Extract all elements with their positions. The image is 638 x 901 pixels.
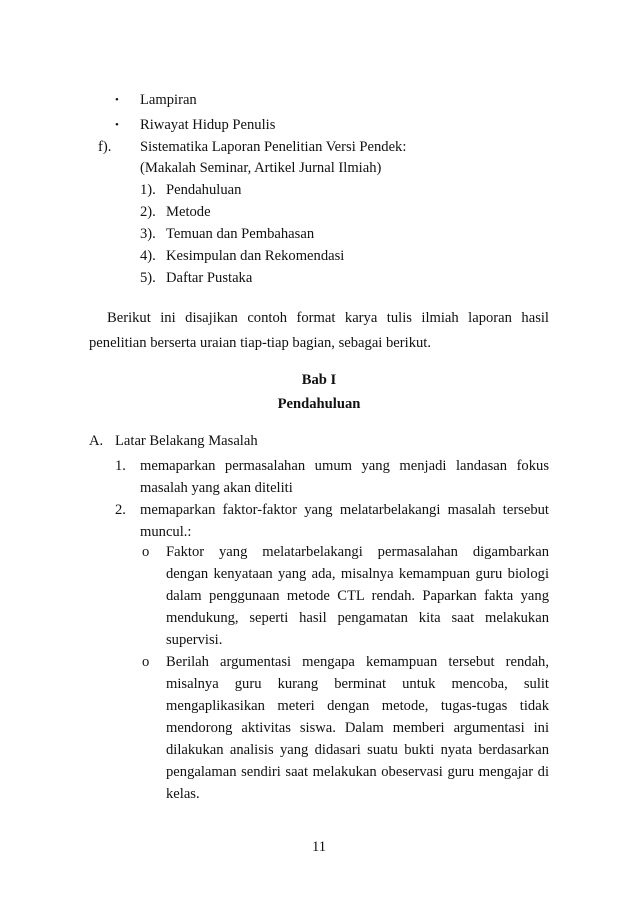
sub-bullet-marker: o	[142, 654, 150, 670]
sub-bullet-line: supervisi.	[166, 632, 223, 648]
sub-marker: 1).	[140, 182, 156, 198]
sub-marker: 2).	[140, 204, 156, 220]
chapter-number: Bab I	[301, 372, 337, 388]
list-item-riwayat-hidup: Riwayat Hidup Penulis	[140, 117, 276, 133]
sub-bullet-marker: o	[142, 544, 150, 560]
chapter-title: Pendahuluan	[277, 396, 361, 412]
sub-bullet-line: kelas.	[166, 786, 200, 802]
intro-paragraph-line: penelitian berserta uraian tiap-tiap bagian, sebagai berikut.	[89, 335, 431, 351]
sub-marker: 3).	[140, 226, 156, 242]
sub-bullet-line: Berilah argumentasi mengapa kemampuan tersebut rendah,	[166, 654, 549, 670]
sub-bullet-line: misalnya guru kurang berminat untuk mencoba, sulit	[166, 676, 549, 692]
section-title: Latar Belakang Masalah	[115, 433, 258, 449]
sub-item-pendahuluan: Pendahuluan	[166, 182, 242, 198]
page-number: 11	[311, 839, 327, 855]
intro-paragraph-line: Berikut ini disajikan contoh format karya tulis ilmiah laporan hasil	[107, 310, 549, 326]
sub-item-daftar-pustaka: Daftar Pustaka	[166, 270, 253, 286]
sub-marker: 4).	[140, 248, 156, 264]
sub-item-kesimpulan: Kesimpulan dan Rekomendasi	[166, 248, 345, 264]
bullet-marker: •	[115, 119, 119, 131]
list-item-subtitle: (Makalah Seminar, Artikel Jurnal Ilmiah)	[140, 160, 382, 176]
sub-bullet-line: pengalaman sendiri saat melakukan obeservasi guru mengajar di	[166, 764, 549, 780]
list-item-sistematika: Sistematika Laporan Penelitian Versi Pendek:	[140, 139, 407, 155]
item-line: memaparkan faktor-faktor yang melatarbelakangi masalah tersebut	[140, 502, 549, 518]
sub-bullet-line: dilakukan analisis yang didasari suatu bukti nyata berdasarkan	[166, 742, 549, 758]
sub-bullet-line: dengan kenyataan yang ada, misalnya kemampuan guru biologi	[166, 566, 549, 582]
sub-bullet-line: dalam penggunaan metode CTL rendah. Paparkan fakta yang	[166, 588, 549, 604]
item-line: memaparkan permasalahan umum yang menjadi landasan fokus	[140, 458, 549, 474]
list-marker-f: f).	[98, 139, 112, 155]
list-item-lampiran: Lampiran	[140, 92, 197, 108]
sub-bullet-line: mendukung, seperti hasil pengamatan kita saat melakukan	[166, 610, 549, 626]
sub-item-metode: Metode	[166, 204, 211, 220]
item-marker: 1.	[115, 458, 126, 474]
item-marker: 2.	[115, 502, 126, 518]
sub-marker: 5).	[140, 270, 156, 286]
sub-bullet-line: mendorong aktivitas siswa. Dalam memberi argumentasi ini	[166, 720, 549, 736]
item-line: muncul.:	[140, 524, 192, 540]
item-line: masalah yang akan diteliti	[140, 480, 293, 496]
bullet-marker: •	[115, 94, 119, 106]
sub-bullet-line: mengaplikasikan meteri dengan metode, tugas-tugas tidak	[166, 698, 549, 714]
sub-item-temuan: Temuan dan Pembahasan	[166, 226, 315, 242]
section-marker: A.	[89, 433, 104, 449]
sub-bullet-line: Faktor yang melatarbelakangi permasalahan digambarkan	[166, 544, 549, 560]
